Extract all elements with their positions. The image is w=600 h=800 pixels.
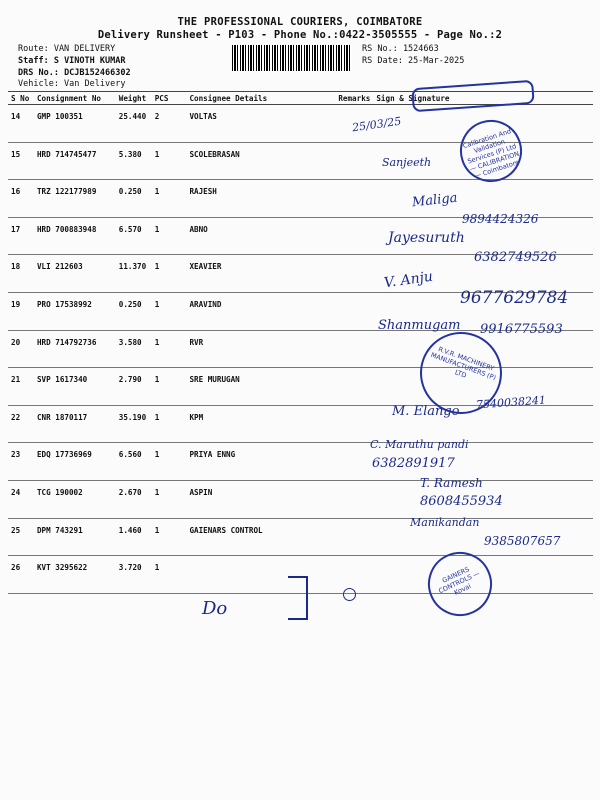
handwriting-r21-phone: 7540038241 [475,393,547,412]
consignee-cell: SRE MURUGAN [186,368,335,406]
drs-label: DRS No.: [18,68,65,78]
weight-cell: 25.440 [116,105,152,143]
weight-cell: 11.370 [116,255,152,293]
weight-cell: 1.460 [116,518,152,556]
sno-cell: 25 [8,518,34,556]
table-row [8,405,593,443]
consignee-cell: ARAVIND [186,292,335,330]
table-row [8,443,593,481]
col-consignee: Consignee Details [186,92,335,105]
remarks-cell [335,480,373,518]
handwriting-r21-name: M. Elango [392,404,460,419]
consignee-cell: VOLTAS [186,105,335,143]
sno-cell: 14 [8,105,34,143]
staff-label: Staff: [18,56,54,66]
pcs-cell: 1 [152,330,187,368]
weight-cell: 3.580 [116,330,152,368]
remarks-cell [335,217,373,255]
vehicle-line: Vehicle: Van Delivery [18,79,126,89]
consignee-cell [186,556,335,594]
sno-cell: 23 [8,443,34,481]
sno-cell: 15 [8,142,34,180]
pcs-cell: 1 [152,217,187,255]
handwriting-r17-name: Jayesuruth [388,230,465,246]
route-line: Route: VAN DELIVERY [18,44,116,54]
pcs-cell: 1 [152,368,187,406]
handwriting-r23-phone: 8608455934 [420,494,503,509]
pcs-cell: 1 [152,556,187,594]
remarks-cell [335,142,373,180]
barcode [232,45,352,71]
handwriting-r26: Do [202,598,228,619]
sno-cell: 19 [8,292,34,330]
drs-value: DCJB152466302 [64,68,131,78]
weight-cell: 5.380 [116,142,152,180]
sno-cell: 20 [8,330,34,368]
weight-cell: 6.570 [116,217,152,255]
pcs-cell: 1 [152,142,187,180]
consignee-cell: GAIENARS CONTROL [186,518,335,556]
pcs-cell: 1 [152,180,187,218]
runsheet-title: Delivery Runsheet - P103 - Phone No.:0422-3505555 - Page No.:2 [97,29,503,41]
handwriting-r18-name: V. Anju [383,268,434,292]
handwriting-r19-phone: 9916775593 [480,322,563,337]
drs-line [18,68,131,78]
sno-cell: 17 [8,217,34,255]
gainers-controls-stamp: GAINERS CONTROLS — Kovai [417,541,502,626]
rvr-machinery-stamp: R.V.R. MACHINERY MANUFACTURERS (P) LTD [408,320,513,425]
weight-cell: 2.790 [116,368,152,406]
remarks-cell [335,330,373,368]
remarks-cell [335,292,373,330]
pcs-cell: 1 [152,480,187,518]
handwriting-r24-phone: 9385807657 [484,534,561,548]
consignment-cell: GMP 100351 [34,105,116,143]
consignment-cell: TRZ 122177989 [34,180,116,218]
remarks-cell [335,518,373,556]
weight-cell: 0.250 [116,180,152,218]
col-signature: Sign & Signature [373,92,593,105]
sno-cell: 26 [8,556,34,594]
col-weight: Weight [116,92,152,105]
handwriting-r23-name: T. Ramesh [420,476,483,490]
handwriting-r14: 25/03/25 [351,114,403,135]
handwriting-r16-name: Maliga [411,190,459,211]
staff-line [18,56,125,66]
pcs-cell: 1 [152,405,187,443]
consignee-cell: KPM [186,405,335,443]
sno-cell: 16 [8,180,34,218]
company-heading: THE PROFESSIONAL COURIERS, COIMBATORE [177,16,423,28]
consignee-cell: RAJESH [186,180,335,218]
consignee-cell: ABNO [186,217,335,255]
handwritten-circle-mark [343,588,356,601]
consignment-cell: HRD 700883948 [34,217,116,255]
remarks-cell [335,180,373,218]
consignee-cell: XEAVIER [186,255,335,293]
remarks-cell [335,443,373,481]
consignee-cell: PRIYA ENNG [186,443,335,481]
staff-value: S VINOTH KUMAR [53,56,126,66]
pcs-cell: 1 [152,255,187,293]
pcs-cell: 1 [152,443,187,481]
rs-date: RS Date: 25-Mar-2025 [362,56,465,66]
consignment-cell: HRD 714745477 [34,142,116,180]
remarks-cell [335,368,373,406]
pcs-cell: 2 [152,105,187,143]
weight-cell: 2.670 [116,480,152,518]
consignment-cell: PRO 17538992 [34,292,116,330]
sno-cell: 22 [8,405,34,443]
pcs-cell: 1 [152,292,187,330]
remarks-cell [335,255,373,293]
sno-cell: 18 [8,255,34,293]
rs-no: RS No.: 1524663 [362,44,439,54]
weight-cell: 6.560 [116,443,152,481]
consignment-cell: TCG 190002 [34,480,116,518]
consignee-cell: SCOLEBRASAN [186,142,335,180]
handwriting-r22-name: C. Maruthu pandi [370,438,469,451]
handwriting-r24-name: Manikandan [410,516,480,529]
consignment-cell: DPM 743291 [34,518,116,556]
consignment-cell: SVP 1617340 [34,368,116,406]
handwriting-r16-phone: 9894424326 [462,212,539,226]
remarks-cell [335,556,373,594]
consignee-cell: RVR [186,330,335,368]
handwriting-r15: Sanjeeth [382,156,432,169]
sno-cell: 24 [8,480,34,518]
weight-cell: 35.190 [116,405,152,443]
consignee-cell: ASPIN [186,480,335,518]
handwriting-r19-name: Shanmugam [378,318,461,333]
col-sno: S No [8,92,34,105]
handwriting-r22-phone: 6382891917 [372,456,455,471]
handwritten-bracket [288,576,308,620]
sno-cell: 21 [8,368,34,406]
consignment-cell: VLI 212603 [34,255,116,293]
pcs-cell: 1 [152,518,187,556]
col-consignment: Consignment No [34,92,116,105]
consignment-cell: KVT 3295622 [34,556,116,594]
calibration-stamp: Calibration And Validation Services (P) Ltd — CALIBRATION — Coimbatore [452,112,530,190]
weight-cell: 3.720 [116,556,152,594]
handwriting-r18-phone: 9677629784 [460,288,569,308]
consignment-cell: EDQ 17736969 [34,443,116,481]
col-remarks: Remarks [335,92,373,105]
weight-cell: 0.250 [116,292,152,330]
remarks-cell [335,405,373,443]
consignment-cell: CNR 1870117 [34,405,116,443]
consignment-cell: HRD 714792736 [34,330,116,368]
col-pcs: PCS [152,92,187,105]
handwriting-r17-phone: 6382749526 [474,250,557,265]
table-row [8,480,593,518]
